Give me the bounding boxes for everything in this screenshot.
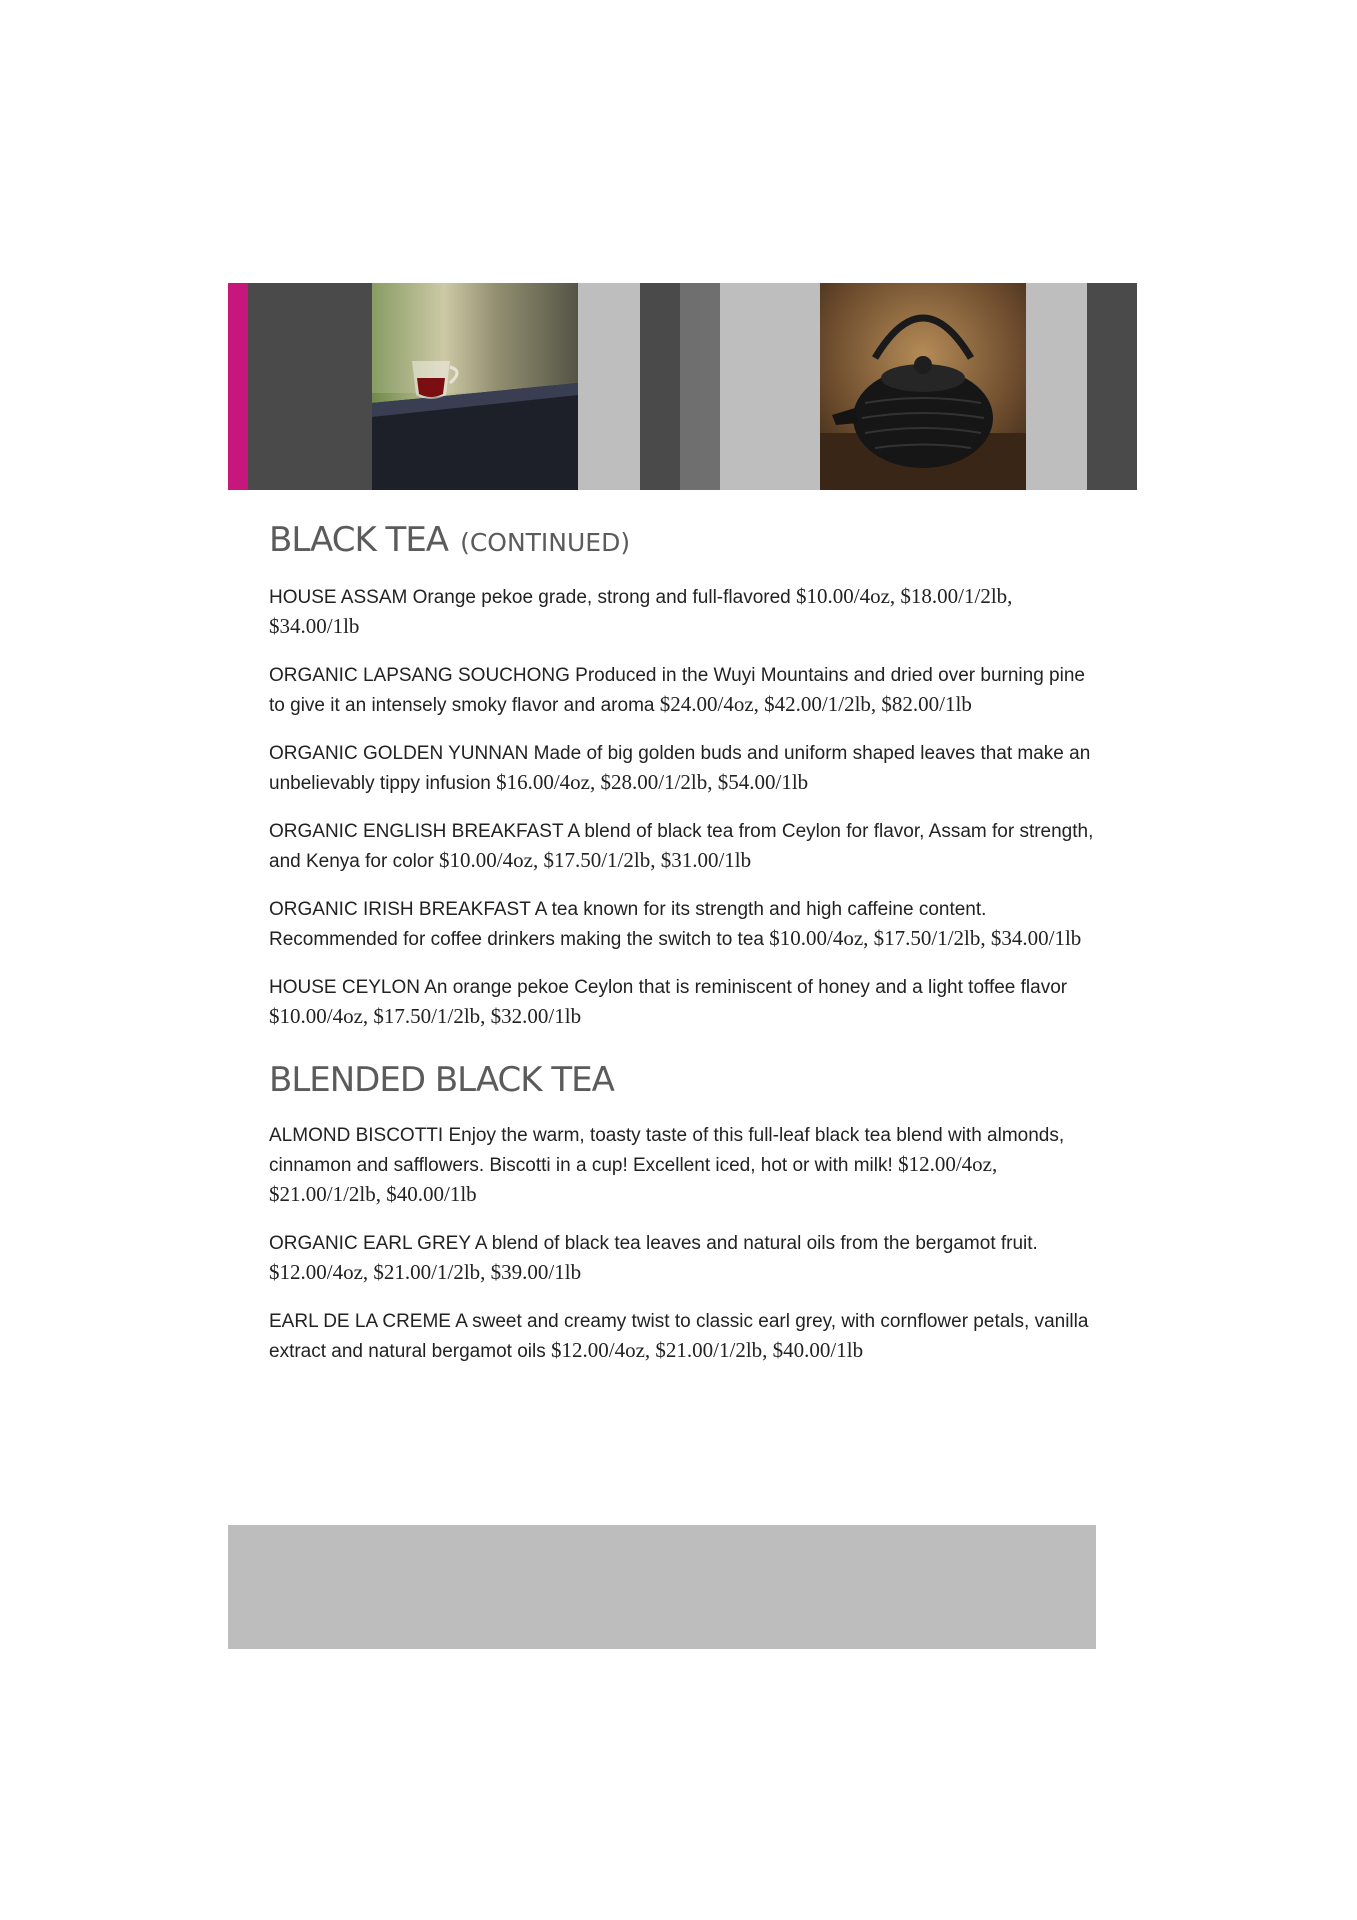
menu-item — [269, 662, 1099, 720]
light-stripe — [578, 283, 640, 490]
light-stripe — [720, 283, 820, 490]
menu-content — [269, 520, 1099, 1386]
teapot-photo — [820, 283, 1026, 490]
dark-stripe — [1087, 283, 1137, 490]
footer-panel — [228, 1525, 1096, 1649]
menu-item-price: $12.00/4oz, $21.00/1/2lb, $40.00/1lb — [551, 1338, 864, 1362]
menu-item — [269, 896, 1099, 954]
heading-text: BLACK TEA — [269, 520, 449, 560]
menu-item — [269, 1308, 1099, 1366]
menu-item-description: ORGANIC GOLDEN YUNNAN Made of big golden buds and uniform shaped leaves that make an unbelievably tippy infusion — [269, 743, 1091, 794]
menu-item-price: $12.00/4oz, $21.00/1/2lb, $39.00/1lb — [269, 1260, 582, 1284]
light-stripe — [1026, 283, 1087, 490]
menu-item-price: $16.00/4oz, $28.00/1/2lb, $54.00/1lb — [496, 770, 809, 794]
section-heading-blended-black-tea — [269, 1060, 1099, 1100]
menu-item-description: ORGANIC ENGLISH BREAKFAST A blend of black tea from Ceylon for flavor, Assam for strength, and Kenya for color — [269, 821, 1094, 872]
menu-item-price: $12.00/4oz, $21.00/1/2lb, $40.00/1lb — [269, 1152, 998, 1206]
menu-item — [269, 582, 1099, 642]
menu-item-description: ALMOND BISCOTTI Enjoy the warm, toasty taste of this full-leaf black tea blend with almonds, cinnamon and safflowers. Biscotti in a cup! Excellent iced, hot or with milk! — [269, 1125, 1065, 1176]
blended-tea-list — [269, 1122, 1099, 1366]
section-heading-black-tea — [269, 520, 1099, 560]
menu-item-description: HOUSE ASSAM Orange pekoe grade, strong and full-flavored — [269, 587, 791, 608]
menu-item — [269, 974, 1099, 1032]
menu-item-price: $10.00/4oz, $17.50/1/2lb, $34.00/1lb — [769, 926, 1082, 950]
menu-item — [269, 818, 1099, 876]
dark-stripe — [248, 283, 372, 490]
black-tea-list — [269, 582, 1099, 1032]
tea-glass-photo — [372, 283, 578, 490]
heading-text: BLENDED BLACK TEA — [269, 1060, 614, 1100]
menu-item-price: $10.00/4oz, $17.50/1/2lb, $31.00/1lb — [439, 848, 752, 872]
menu-item — [269, 1122, 1099, 1210]
dark-stripe — [640, 283, 680, 490]
menu-item-description: EARL DE LA CREME A sweet and creamy twist to classic earl grey, with cornflower petals, vanilla extract and natural bergamot oils — [269, 1311, 1089, 1362]
menu-item-price: $10.00/4oz, $17.50/1/2lb, $32.00/1lb — [269, 1004, 582, 1028]
menu-item — [269, 1230, 1099, 1288]
menu-item-price: $24.00/4oz, $42.00/1/2lb, $82.00/1lb — [659, 692, 972, 716]
menu-item-description: ORGANIC LAPSANG SOUCHONG Produced in the Wuyi Mountains and dried over burning pine to give it an intensely smoky flavor and aroma — [269, 665, 1085, 716]
menu-item — [269, 740, 1099, 798]
header-banner — [228, 283, 1137, 490]
menu-item-description: ORGANIC EARL GREY A blend of black tea leaves and natural oils from the bergamot fruit. — [269, 1233, 1038, 1254]
menu-item-price: $10.00/4oz, $18.00/1/2lb, $34.00/1lb — [269, 584, 1013, 638]
menu-item-description: ORGANIC IRISH BREAKFAST A tea known for its strength and high caffeine content. Recommended for coffee drinkers making the switch to tea — [269, 899, 987, 950]
accent-stripe — [228, 283, 248, 490]
heading-subtext: (CONTINUED) — [460, 528, 631, 557]
menu-item-description: HOUSE CEYLON An orange pekoe Ceylon that is reminiscent of honey and a light toffee flavor — [269, 977, 1068, 998]
mid-stripe — [680, 283, 720, 490]
